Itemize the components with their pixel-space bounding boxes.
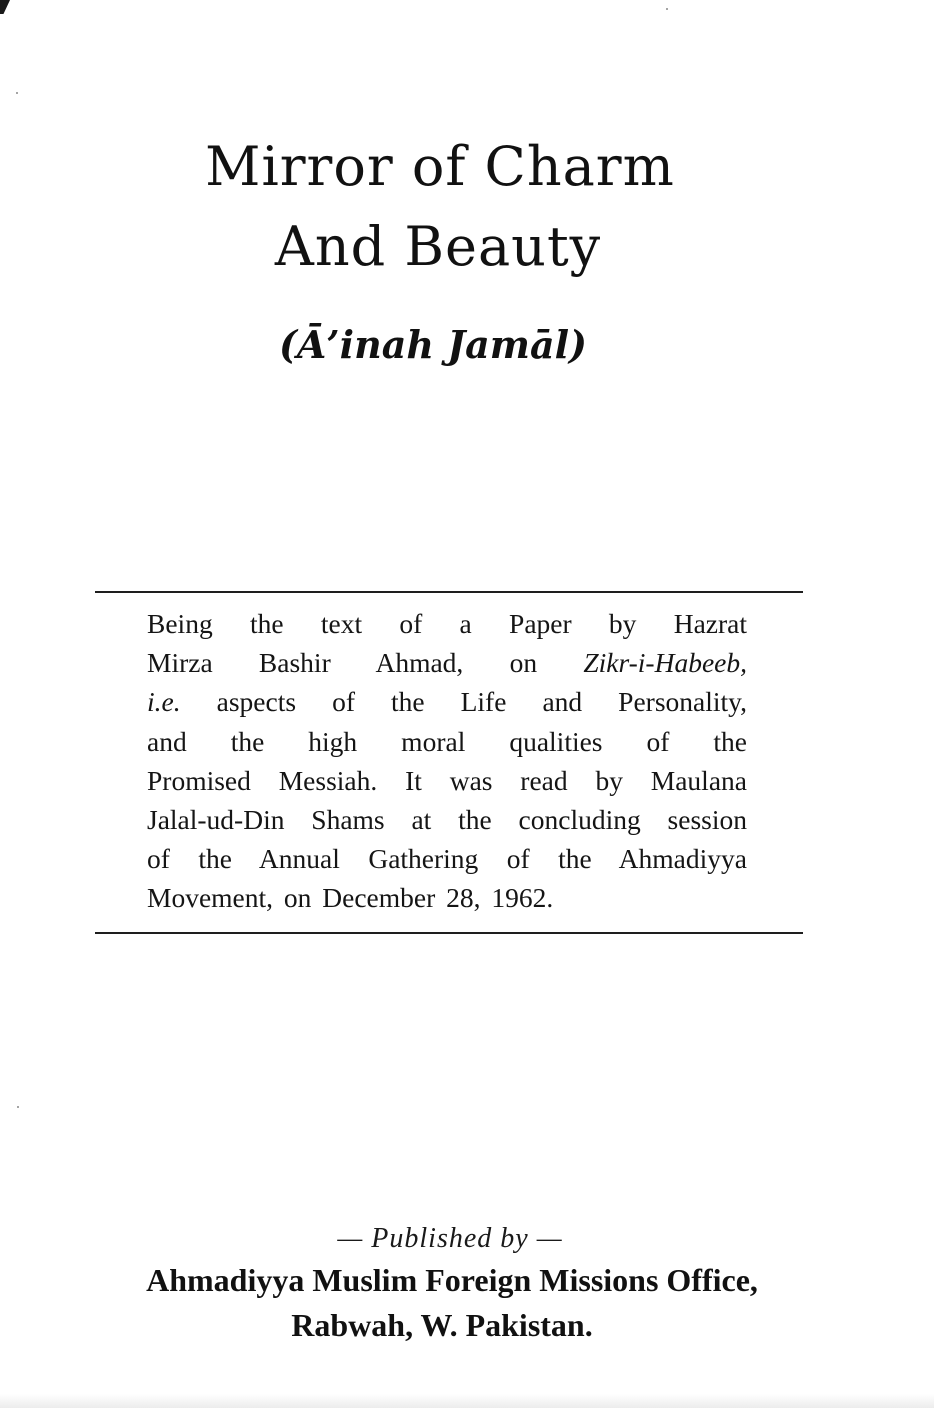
- book-title-line-2: And Beauty: [274, 215, 602, 278]
- description-paragraph: [147, 604, 747, 918]
- description-italic-term: Zikr-i-Habeeb,: [583, 647, 747, 679]
- description-line: [147, 682, 747, 721]
- scan-speck: [666, 8, 668, 10]
- published-by-label: — Published by —: [337, 1223, 563, 1254]
- publisher-name: Ahmadiyya Muslim Foreign Missions Office,: [146, 1262, 758, 1298]
- description-text: Jalal-ud-Din Shams at the concluding session: [147, 803, 747, 835]
- bottom-divider: [95, 932, 803, 934]
- scan-speck: [17, 1106, 19, 1108]
- description-text: Movement, on December 28, 1962.: [147, 882, 554, 914]
- description-line: [147, 878, 747, 917]
- book-subtitle: (Ā’inah Jamāl): [278, 322, 588, 367]
- description-text: of the Annual Gathering of the Ahmadiyya: [147, 843, 747, 875]
- scan-speck: [16, 92, 18, 94]
- description-text: Mirza Bashir Ahmad, on: [147, 647, 584, 679]
- description-text: Promised Messiah. It was read by Maulana: [147, 764, 747, 796]
- description-text: and the high moral qualities of the: [147, 725, 747, 757]
- scan-corner-mark: [0, 0, 10, 14]
- description-italic-term: i.e.: [147, 686, 181, 718]
- description-line: [147, 761, 747, 800]
- publisher-location: Rabwah, W. Pakistan.: [291, 1307, 593, 1343]
- description-line: [147, 800, 747, 839]
- description-text: aspects of the Life and Personality,: [180, 686, 747, 718]
- scan-bottom-edge: [0, 1394, 934, 1408]
- description-line: [147, 643, 747, 682]
- top-divider: [95, 591, 803, 593]
- description-line: [147, 604, 747, 643]
- book-title-line-1: Mirror of Charm: [205, 135, 675, 198]
- description-line: [147, 722, 747, 761]
- description-text: Being the text of a Paper by Hazrat: [147, 608, 747, 639]
- description-line: [147, 839, 747, 878]
